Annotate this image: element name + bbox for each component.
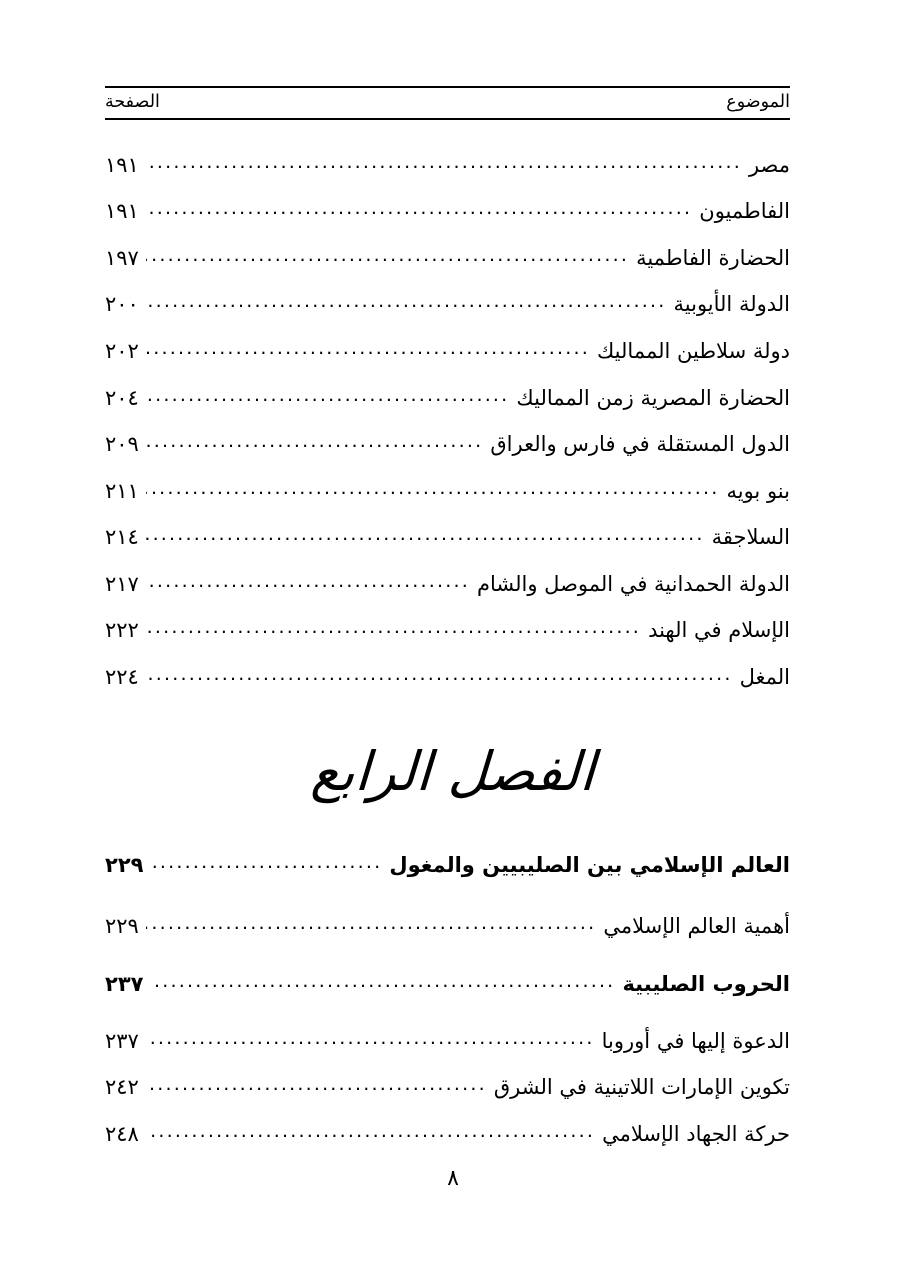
- toc-entry-page-number: ٢٠٤: [105, 386, 139, 410]
- toc-entry-row[interactable]: [105, 974, 790, 995]
- toc-table-header: [105, 86, 790, 120]
- toc-entry-page-number: ١٩٧: [105, 246, 139, 270]
- toc-entry-title: حركة الجهاد الإسلامي: [602, 1122, 790, 1146]
- toc-entry-row[interactable]: [105, 294, 790, 315]
- toc-entry-title: تكوين الإمارات اللاتينية في الشرق: [493, 1075, 790, 1099]
- chapter-heading: الفصل الرابع: [309, 740, 597, 803]
- toc-entry-row[interactable]: [105, 855, 790, 876]
- toc-dot-leader: [146, 668, 733, 684]
- column-header-page: الصفحة: [105, 92, 160, 112]
- toc-entry-row[interactable]: [105, 388, 790, 409]
- toc-dot-leader: [146, 528, 705, 544]
- toc-entry-row[interactable]: [105, 667, 790, 688]
- toc-dot-leader: [150, 856, 382, 872]
- toc-entry-row[interactable]: [105, 527, 790, 548]
- toc-entry-page-number: ٢٢٩: [105, 853, 144, 877]
- toc-entry-title: بنو بويه: [726, 479, 790, 503]
- toc-entry-title: المغل: [739, 665, 790, 689]
- toc-dot-leader: [146, 621, 641, 637]
- toc-entry-title: الدولة الأيوبية: [673, 292, 790, 316]
- toc-entry-row[interactable]: [105, 916, 790, 937]
- toc-entry-title: الفاطميون: [699, 199, 790, 223]
- toc-entry-title: الإسلام في الهند: [648, 618, 790, 642]
- toc-entry-row[interactable]: [105, 155, 790, 176]
- toc-entry-title: الدولة الحمدانية في الموصل والشام: [477, 572, 790, 596]
- toc-dot-leader: [146, 202, 692, 218]
- toc-entry-title: الدعوة إليها في أوروبا: [601, 1029, 790, 1053]
- toc-entry-row[interactable]: [105, 201, 790, 222]
- toc-entry-row[interactable]: [105, 1031, 790, 1052]
- toc-dot-leader: [146, 1078, 487, 1094]
- toc-entry-page-number: ٢٠٩: [105, 432, 139, 456]
- toc-dot-leader: [146, 389, 510, 405]
- toc-entry-title: الدول المستقلة في فارس والعراق: [490, 432, 790, 456]
- toc-dot-leader: [146, 1125, 595, 1141]
- toc-entry-page-number: ٢٠٢: [105, 339, 139, 363]
- toc-entry-page-number: ٢٢٢: [105, 618, 139, 642]
- toc-entry-row[interactable]: [105, 574, 790, 595]
- toc-entry-title: العالم الإسلامي بين الصليبيين والمغول: [389, 853, 790, 877]
- toc-entry-page-number: ٢١٧: [105, 572, 139, 596]
- toc-dot-leader: [146, 1032, 595, 1048]
- toc-entry-page-number: ٢٤٢: [105, 1075, 139, 1099]
- toc-dot-leader: [146, 295, 667, 311]
- toc-entry-row[interactable]: [105, 434, 790, 455]
- toc-entry-title: السلاجقة: [711, 525, 790, 549]
- toc-entry-title: الحروب الصليبية: [622, 972, 790, 996]
- toc-dot-leader: [146, 342, 590, 358]
- toc-entry-page-number: ٢٤٨: [105, 1122, 139, 1146]
- toc-header-row: [105, 88, 790, 118]
- toc-entry-row[interactable]: [105, 481, 790, 502]
- toc-entry-page-number: ٢٣٧: [105, 972, 144, 996]
- toc-entry-page-number: ١٩١: [105, 153, 139, 177]
- toc-dot-leader: [146, 156, 742, 172]
- toc-dot-leader: [150, 975, 615, 991]
- toc-dot-leader: [146, 575, 470, 591]
- toc-entry-title: الحضارة الفاطمية: [636, 246, 790, 270]
- header-rule-bottom: [105, 118, 790, 120]
- toc-entry-row[interactable]: [105, 341, 790, 362]
- toc-entry-page-number: ٢١١: [105, 479, 139, 503]
- column-header-subject: الموضوع: [726, 92, 790, 112]
- toc-entry-row[interactable]: [105, 1077, 790, 1098]
- toc-dot-leader: [146, 435, 484, 451]
- toc-entry-row[interactable]: [105, 248, 790, 269]
- toc-entry-row[interactable]: [105, 620, 790, 641]
- toc-entry-page-number: ٢١٤: [105, 525, 139, 549]
- toc-entry-page-number: ٢٣٧: [105, 1029, 139, 1053]
- toc-dot-leader: [146, 249, 629, 265]
- toc-dot-leader: [146, 482, 720, 498]
- toc-entry-page-number: ٢٢٩: [105, 914, 139, 938]
- toc-entry-page-number: ٢٠٠: [105, 292, 139, 316]
- toc-entry-title: أهمية العالم الإسلامي: [603, 914, 790, 938]
- page-folio: ٨: [447, 1166, 459, 1191]
- toc-entry-title: الحضارة المصرية زمن المماليك: [516, 386, 790, 410]
- toc-dot-leader: [146, 917, 597, 933]
- toc-entry-row[interactable]: [105, 1124, 790, 1145]
- toc-entry-title: دولة سلاطين المماليك: [596, 339, 790, 363]
- toc-entry-page-number: ١٩١: [105, 199, 139, 223]
- toc-entry-page-number: ٢٢٤: [105, 665, 139, 689]
- toc-entry-title: مصر: [748, 153, 790, 177]
